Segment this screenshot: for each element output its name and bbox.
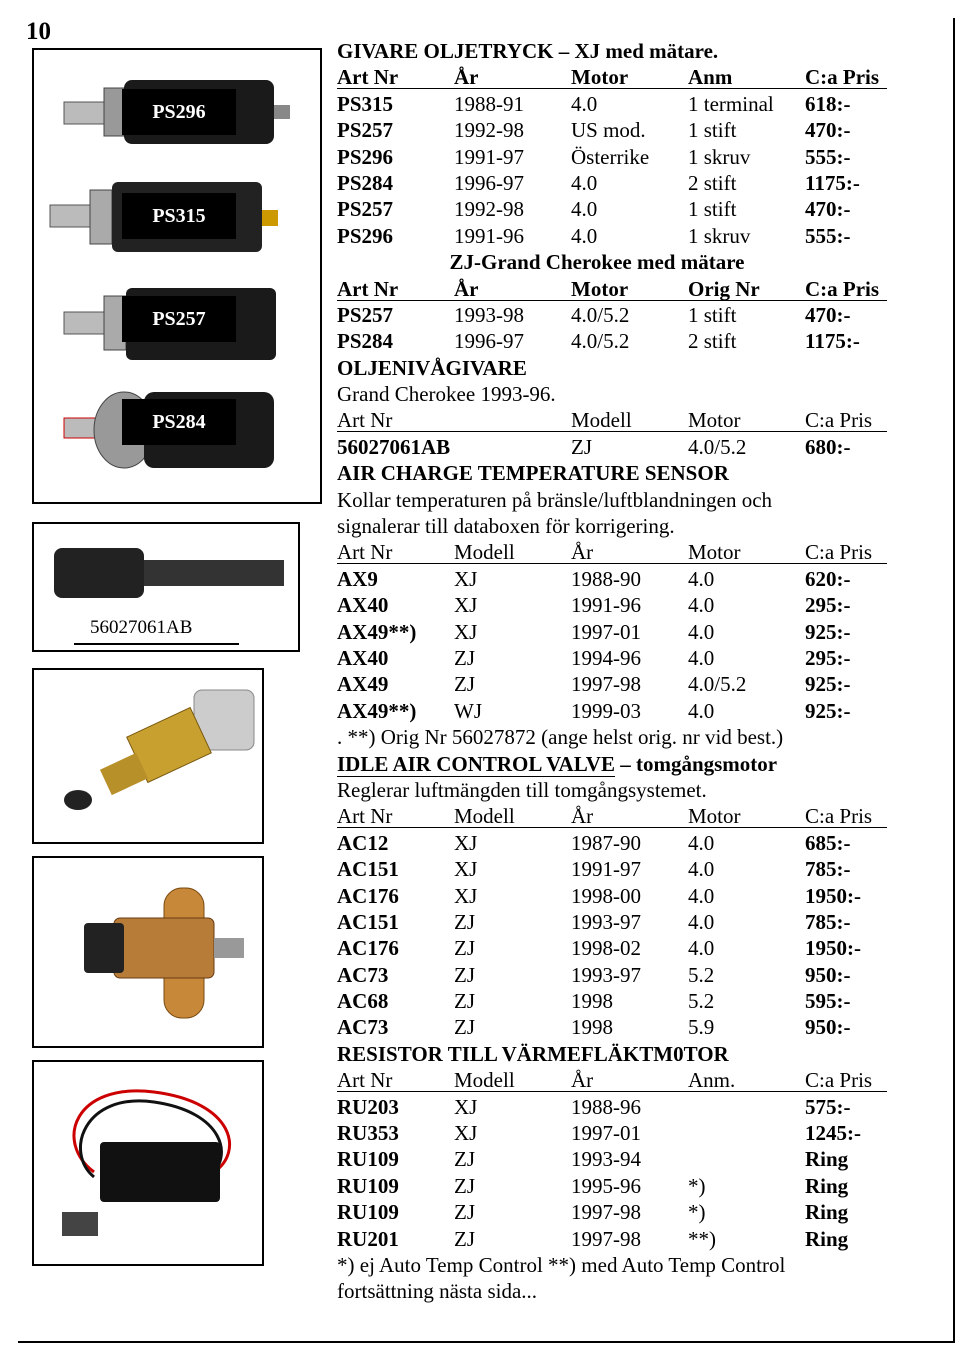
section-air-charge-desc-2: signalerar till databoxen för korrigering. [337,514,675,539]
table-row: AX40 ZJ 1994-96 4.0 295:- [337,645,851,670]
section-oil-level-subtitle: Grand Cherokee 1993-96. [337,382,556,407]
caption-56027061ab: 56027061AB [90,617,193,638]
table-row: PS257 1993-98 4.0/5.2 1 stift 470:- [337,302,851,327]
table-header: Art Nr Modell Motor C:a Pris [337,407,897,433]
temperature-sensor-icon [34,670,262,842]
table-row: PS257 1992-98 4.0 1 stift 470:- [337,197,851,222]
price-list [337,38,897,1305]
table-row: PS284 1996-97 4.0 2 stift 1175:- [337,170,860,195]
table-header: Art Nr Modell År Motor C:a Pris [337,803,897,829]
table-row: RU201 ZJ 1997-98 **) Ring [337,1226,849,1251]
table-row: RU109 ZJ 1993-94 Ring [337,1147,849,1172]
table-row: PS315 1988-91 4.0 1 terminal 618:- [337,91,851,116]
table-row: AC151 XJ 1991-97 4.0 785:- [337,857,851,882]
table-row: RU109 ZJ 1995-96 *) Ring [337,1173,849,1198]
table-row: AC68 ZJ 1998 5.2 595:- [337,989,851,1014]
section-air-charge-desc-1: Kollar temperaturen på bränsle/luftblandningen och [337,487,773,512]
table-row: PS257 1992-98 US mod. 1 stift 470:- [337,118,851,143]
air-charge-temperature-sensor-image [32,668,264,844]
section-oil-pressure-title: GIVARE OLJETRYCK – XJ med mätare. [337,39,719,63]
table-row: PS284 1996-97 4.0/5.2 2 stift 1175:- [337,329,860,354]
table-row: AC73 ZJ 1998 5.9 950:- [337,1015,851,1040]
idle-air-control-valve-image [32,856,264,1048]
table-row: PS296 1991-97 Österrike 1 skruv 555:- [337,144,851,169]
table-row: PS296 1991-96 4.0 1 skruv 555:- [337,223,851,248]
section-zj-title: ZJ-Grand Cherokee med mätare [449,250,745,275]
table-row: AC176 XJ 1998-00 4.0 1950:- [337,883,861,908]
blower-resistor-image [32,1060,264,1266]
table-row: AC12 XJ 1987-90 4.0 685:- [337,830,851,855]
table-row: AC151 ZJ 1993-97 4.0 785:- [337,909,851,934]
section-idle-air-title: IDLE AIR CONTROL VALVE – tomgångsmotor [337,751,778,776]
table-row: AX49**) WJ 1999-03 4.0 925:- [337,698,851,723]
table-row: RU353 XJ 1997-01 1245:- [337,1121,861,1146]
table-row: AX49 ZJ 1997-98 4.0/5.2 925:- [337,672,851,697]
table-row: AC73 ZJ 1993-97 5.2 950:- [337,962,851,987]
table-row: AX9 XJ 1988-90 4.0 620:- [337,566,851,591]
table-header: Art Nr År Motor Anm C:a Pris [337,64,897,90]
section-idle-air-desc: Reglerar luftmängden till tomgångsystemet. [337,777,707,802]
section-oil-level-title: OLJENIVÅGIVARE [337,355,527,380]
resistor-icon [34,1062,262,1264]
table-header: Art Nr Modell År Motor C:a Pris [337,539,897,565]
section-air-charge-note: . **) Orig Nr 56027872 (ange helst orig. nr vid best.) [337,725,784,750]
section-resistor-note-1: *) ej Auto Temp Control **) med Auto Temp Control [337,1252,786,1277]
table-row: RU109 ZJ 1997-98 *) Ring [337,1200,849,1225]
label-ps284: PS284 [122,399,236,445]
label-ps296: PS296 [122,89,236,135]
label-ps257: PS257 [122,296,236,342]
table-row: RU203 XJ 1988-96 575:- [337,1094,851,1119]
table-header: Art Nr Modell År Anm. C:a Pris [337,1067,897,1093]
table-row: AX40 XJ 1991-96 4.0 295:- [337,593,851,618]
page-number: 10 [26,18,51,45]
table-header: Art Nr År Motor Orig Nr C:a Pris [337,276,897,302]
label-ps315: PS315 [122,193,236,239]
idle-air-valve-icon [34,858,262,1046]
section-resistor-title: RESISTOR TILL VÄRMEFLÄKTM0TOR [337,1041,729,1066]
section-air-charge-title: AIR CHARGE TEMPERATURE SENSOR [337,461,729,486]
table-row: AC176 ZJ 1998-02 4.0 1950:- [337,936,861,961]
table-row: AX49**) XJ 1997-01 4.0 925:- [337,619,851,644]
table-row: 56027061AB ZJ 4.0/5.2 680:- [337,434,851,459]
section-resistor-note-2: fortsättning nästa sida... [337,1279,538,1304]
